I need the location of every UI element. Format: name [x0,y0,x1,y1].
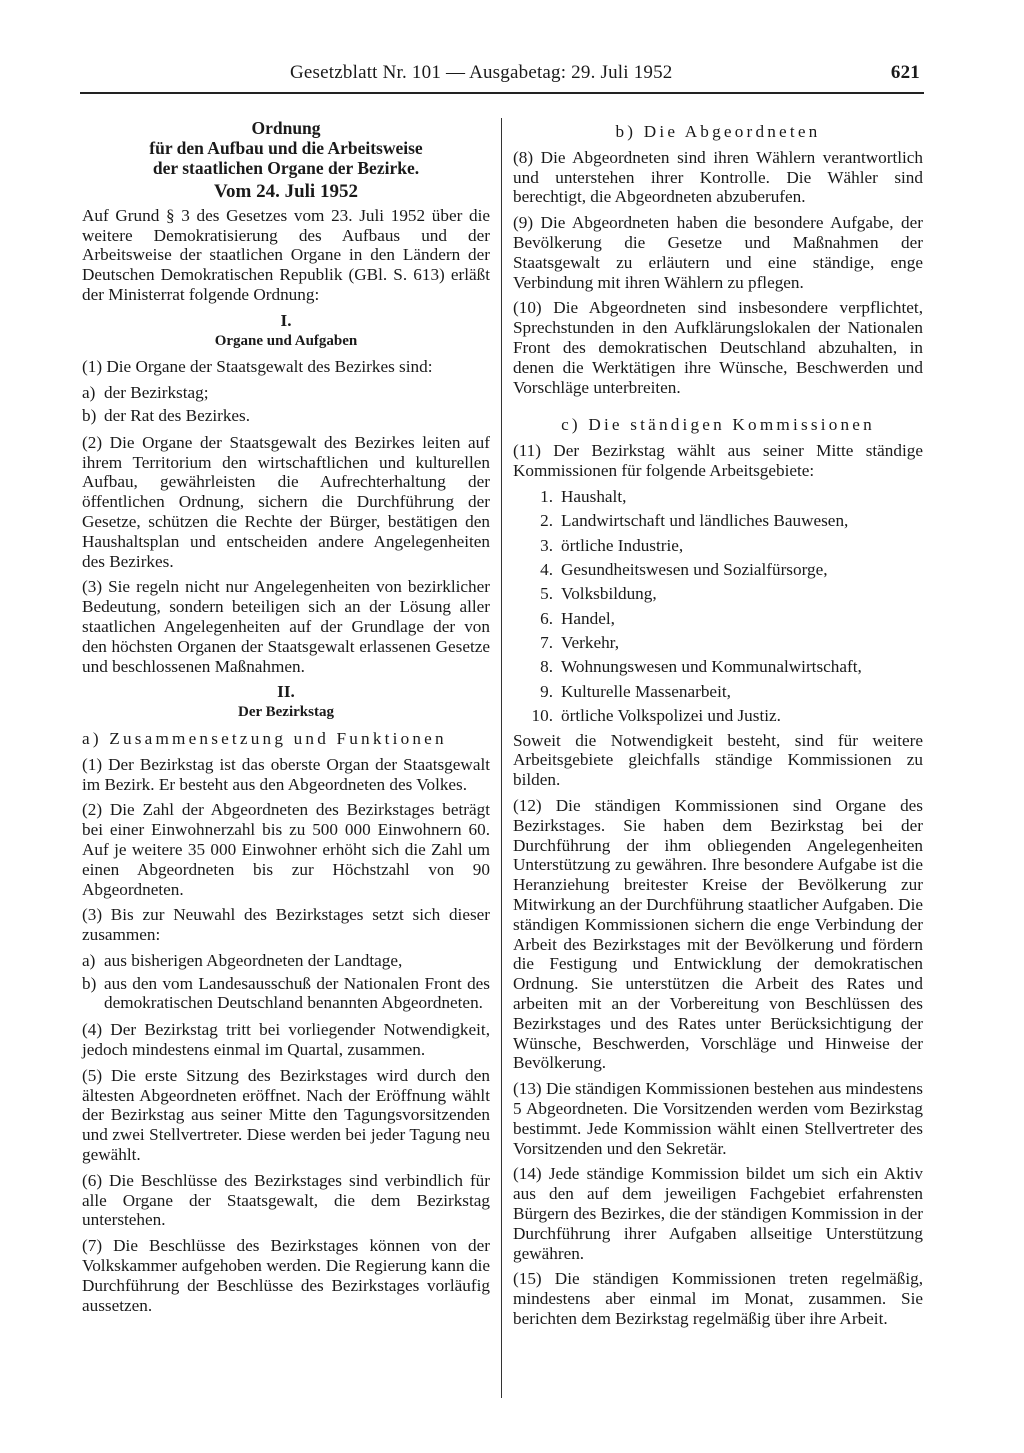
paragraph: (15) Die ständigen Kommissionen treten regelmäßig, mindestens aber einmal im Monat, zusammen. Sie berichten dem Bezirkstag regelmäßig über ihre Arbeit. [513,1269,923,1328]
part-title: Der Bezirkstag [238,704,334,721]
list-item: 9. Kulturelle Massenarbeit, [540,681,731,701]
subsection-heading: b) Die Abgeordneten [615,122,821,141]
paragraph: (11) Der Bezirkstag wählt aus seiner Mitte ständige Kommissionen für folgende Arbeitsgebiete: [513,441,923,480]
title-line: Ordnung [251,118,321,138]
paragraph: (6) Die Beschlüsse des Bezirkstages sind verbindlich für alle Organe der Staatsgewalt, die dem Bezirkstag unterstehen. [82,1170,490,1230]
subsection-heading: a) Zusammensetzung und Funktionen [82,728,447,748]
column-divider [501,118,502,1398]
list-item: 4. Gesundheitswesen und Sozialfürsorge, [540,559,828,579]
paragraph: (3) Sie regeln nicht nur Angelegenheiten von bezirklicher Bedeutung, sondern beteiligen sich an der Lösung aller staatlichen Angelegenheiten auf der Grundlage der von den höchsten Organen der Staatsgewalt erlassenen Gesetze und beschlossenen Maßnahmen. [82,577,490,676]
paragraph: (1) Der Bezirkstag ist das oberste Organ der Staatsgewalt im Bezirk. Er besteht aus den Abgeordneten des Volkes. [82,754,490,794]
part-number: I. [280,310,292,330]
paragraph: Soweit die Notwendigkeit besteht, sind für weitere Arbeitsgebiete gleichfalls ständige Kommissionen zu bilden. [513,730,923,790]
list-item: 1. Haushalt, [540,486,627,506]
list-item: a) der Bezirkstag; [82,383,209,403]
paragraph: (10) Die Abgeordneten sind insbesondere verpflichtet, Sprechstunden in den Aufklärungslokalen der Nationalen Front des demokratischen Deutschland abzuhalten, in denen die Werktätigen ihre Wünsche, Beschwerden und Vorschläge unterbreiten. [513,298,923,397]
title-line: der staatlichen Organe der Bezirke. [152,158,420,178]
list-item: 10. örtliche Volkspolizei und Justiz. [531,706,781,726]
paragraph: (12) Die ständigen Kommissionen sind Organe des Bezirkstages. Sie haben dem Bezirkstag bei der Durchführung der ihm obliegenden Angelegenheiten Unterstützung zu gewähren. Ihre besondere Aufgabe ist die Heranziehung breitester Kreise der Bevölkerung zur Mitwirkung an der Durchführung staatlicher Aufgaben. Die ständigen Kommissionen sichern die enge Verbindung der Arbeit des Bezirkstages mit der Bevölkerung und fördern die Festigung und Entwicklung der demokratischen Ordnung. Sie unterstützen die Arbeit des Rates und arbeiten mit an der Vorbereitung von Beschlüssen des Bezirkstages und des Rates unter Berücksichtigung der Wünsche, Beschwerden, Vorschläge und Hinweise der Bevölkerung. [513,796,923,1073]
paragraph: (8) Die Abgeordneten sind ihren Wählern verantwortlich und unterstehen ihrer Kontrolle. Die Wähler sind berechtigt, die Abgeordneten abzuberufen. [513,147,923,207]
list-item: 8. Wohnungswesen und Kommunalwirtschaft, [540,657,862,677]
paragraph: (5) Die erste Sitzung des Bezirkstages wird durch den ältesten Abgeordneten eröffnet. Nach der Eröffnung wählt der Bezirkstag aus seiner Mitte den Tagungsvorsitzenden und zwei Stellvertreter. Diese werden bei jeder Tagung neu gewählt. [82,1065,490,1165]
part-number: II. [277,682,295,702]
list-item: 5. Volksbildung, [540,584,657,604]
header-rule [80,92,924,94]
part-title: Organe und Aufgaben [214,332,358,349]
work-areas-list [513,487,923,726]
list-item: 6. Handel, [540,608,615,628]
list-item: a) aus bisherigen Abgeordneten der Landtage, [82,950,403,970]
paragraph: (3) Bis zur Neuwahl des Bezirkstages setzt sich dieser zusammen: [82,905,490,945]
paragraph: (1) Die Organe der Staatsgewalt des Bezirkes sind: [82,357,433,377]
paragraph: (9) Die Abgeordneten haben die besondere Aufgabe, der Bevölkerung die Gesetze und Maßnahmen der Staatsgewalt zu erläutern und eine ständige, enge Verbindung mit ihren Wählern zu pflegen. [513,213,923,292]
paragraph: (4) Der Bezirkstag tritt bei vorliegender Notwendigkeit, jedoch mindestens einmal im Quartal, zusammen. [82,1020,490,1060]
list-item: 7. Verkehr, [540,633,620,653]
ordinance-date: Vom 24. Juli 1952 [214,181,358,202]
running-header [290,62,920,84]
paragraph: (13) Die ständigen Kommissionen bestehen aus mindestens 5 Abgeordneten. Die Vorsitzenden werden vom Bezirkstag bestimmt. Jede Kommission wählt einen Stellvertreter des Vorsitzenden und den Sekretär. [513,1079,923,1158]
paragraph: (2) Die Organe der Staatsgewalt des Bezirkes leiten auf ihrem Territorium den wirtschaftlichen und kulturellen Aufbau, gewährleisten die Aufrechterhaltung der öffentlichen Ordnung, sichern die Durchführung der Gesetze, schützen die Rechte der Bürger, bestätigen den Haushaltsplan und entscheiden andere Angelegenheiten des Bezirkes. [82,432,490,571]
page-number: 621 [890,62,920,83]
right-column [513,118,923,1335]
paragraph: (7) Die Beschlüsse des Bezirkstages können von der Volkskammer aufgehoben werden. Die Regierung kann die Durchführung der Beschlüsse des Bezirkstages vorläufig aussetzen. [82,1236,490,1315]
subsection-heading: c) Die ständigen Kommissionen [561,415,875,435]
title-line: für den Aufbau und die Arbeitsweise [149,138,423,158]
paragraph: (14) Jede ständige Kommission bildet um sich ein Aktiv aus den auf dem jeweiligen Fachgebiet erfahrensten Bürgern des Bezirkes, die der ständigen Kommission in der Durchführung ihrer Aufgaben allseitige Unterstützung gewähren. [513,1164,923,1263]
left-column [82,118,490,1321]
list-item: 2. Landwirtschaft und ländliches Bauwesen, [540,511,849,531]
paragraph: (2) Die Zahl der Abgeordneten des Bezirkstages beträgt bei einer Einwohnerzahl bis zu 500 000 Einwohnern 60. Auf je weitere 35 000 Einwohner erhöht sich die Zahl um einen Abgeordneten bis zur Höchstzahl von 90 Abgeordneten. [82,800,490,899]
list-item: b) aus den vom Landesausschuß der Nationalen Front des demokratischen Deutschland benannten Abgeordneten. [82,973,490,1013]
list-item: b) der Rat des Bezirkes. [82,405,251,425]
list-item: 3. örtliche Industrie, [540,535,684,555]
running-title: Gesetzblatt Nr. 101 — Ausgabetag: 29. Juli 1952 [290,62,673,83]
ordinance-title [82,118,490,178]
preamble: Auf Grund § 3 des Gesetzes vom 23. Juli 1952 über die weitere Demokratisierung des Aufbaus und der Arbeitsweise der staatlichen Organe in den Ländern der Deutschen Demokratischen Republik (GBl. S. 613) erläßt der Ministerrat folgende Ordnung: [82,205,490,304]
